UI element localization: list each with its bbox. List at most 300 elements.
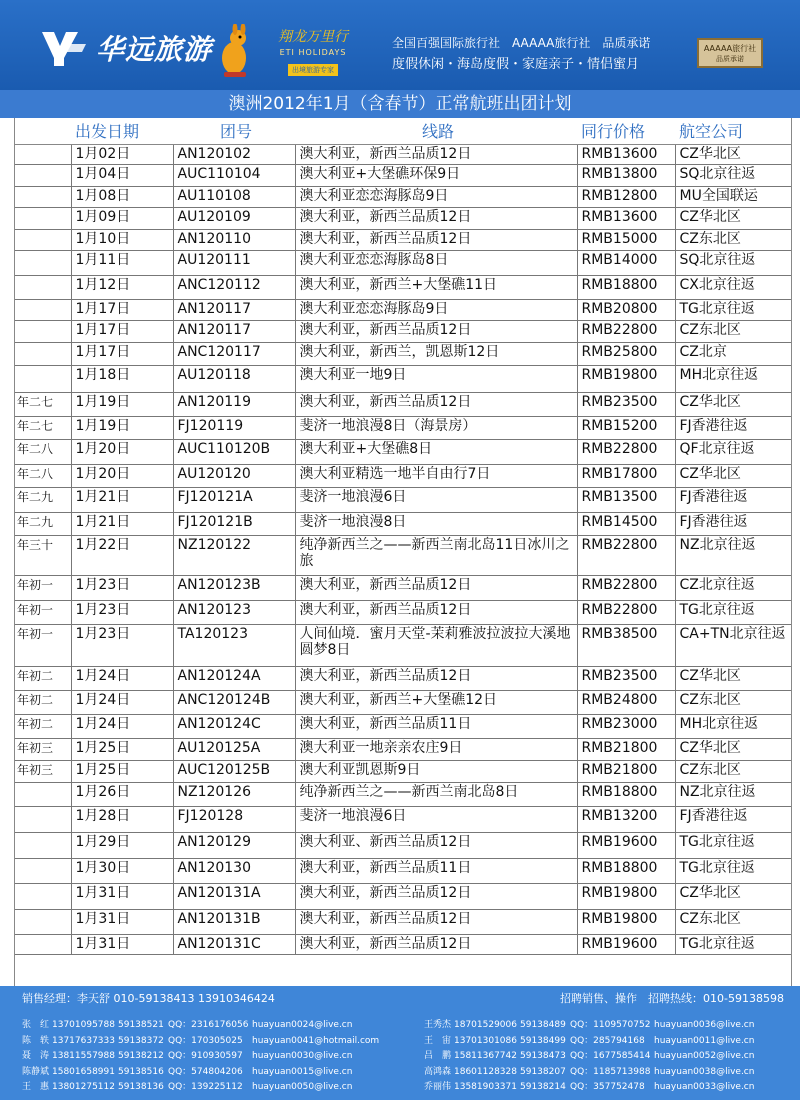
table-row xyxy=(15,714,792,738)
lunar-cell xyxy=(15,909,71,934)
lunar-cell xyxy=(15,782,71,806)
price-cell: RMB22800 xyxy=(577,600,675,624)
table-row xyxy=(15,738,792,760)
contact-email: huayuan0052@live.cn xyxy=(654,1051,755,1061)
date-cell: 1月19日 xyxy=(71,392,173,416)
airline-cell: CZ华北区 xyxy=(675,738,792,760)
price-cell: RMB25800 xyxy=(577,342,675,365)
contacts-right-list xyxy=(424,1018,754,1096)
airline-cell: CZ北京 xyxy=(675,342,792,365)
airline-cell: TG北京往返 xyxy=(675,600,792,624)
brand-name: 华远旅游 xyxy=(96,33,213,66)
code-cell: AN120130 xyxy=(173,858,295,883)
column-header-lunar xyxy=(15,118,71,144)
contact-row xyxy=(22,1065,379,1081)
date-cell: 1月21日 xyxy=(71,512,173,535)
date-cell: 1月11日 xyxy=(71,250,173,275)
code-cell: FJ120121B xyxy=(173,512,295,535)
airline-cell: CA+TN北京往返 xyxy=(675,624,792,666)
table-row xyxy=(15,439,792,464)
airline-cell: NZ北京往返 xyxy=(675,535,792,575)
contact-tel: 59138136 xyxy=(118,1082,164,1092)
code-cell: AN120110 xyxy=(173,229,295,250)
contact-name: 王 宙 xyxy=(424,1035,452,1046)
route-cell: 澳大利亚+大堡礁环保9日 xyxy=(295,164,577,186)
date-cell: 1月31日 xyxy=(71,934,173,954)
airline-cell: CZ华北区 xyxy=(675,666,792,690)
airline-cell: CZ华北区 xyxy=(675,144,792,164)
route-cell: 斐济一地浪漫6日 xyxy=(295,487,577,512)
contact-tel: 59138372 xyxy=(118,1035,164,1046)
contact-qq: QQ：285794168 xyxy=(570,1035,645,1046)
code-cell: FJ120128 xyxy=(173,806,295,832)
column-header-code: 团号 xyxy=(173,118,295,144)
date-cell: 1月24日 xyxy=(71,714,173,738)
eti-holidays-brand xyxy=(268,26,358,76)
date-cell: 1月20日 xyxy=(71,464,173,487)
date-cell: 1月04日 xyxy=(71,164,173,186)
code-cell: AN120129 xyxy=(173,832,295,858)
contact-tel: 59138521 xyxy=(118,1020,164,1030)
contact-mobile: 18701529006 xyxy=(454,1020,517,1030)
airline-cell: TG北京往返 xyxy=(675,832,792,858)
route-cell: 澳大利亚，新西兰品质12日 xyxy=(295,909,577,934)
date-cell: 1月24日 xyxy=(71,666,173,690)
table-row xyxy=(15,320,792,342)
lunar-cell: 年初二 xyxy=(15,690,71,714)
route-cell: 澳大利亚，新西兰品质12日 xyxy=(295,600,577,624)
date-cell: 1月12日 xyxy=(71,275,173,299)
table-row xyxy=(15,909,792,934)
code-cell: AN120119 xyxy=(173,392,295,416)
contact-name: 陈 轶 xyxy=(22,1035,50,1046)
lunar-cell: 年二七 xyxy=(15,392,71,416)
airline-cell: CZ华北区 xyxy=(675,392,792,416)
route-cell: 澳大利亚一地亲亲农庄9日 xyxy=(295,738,577,760)
code-cell: AN120131B xyxy=(173,909,295,934)
lunar-cell: 年二七 xyxy=(15,416,71,439)
slogan-line-1: 全国百强国际旅行社 AAAAA旅行社 品质承诺 xyxy=(392,36,651,50)
route-cell: 澳大利亚恋恋海豚岛9日 xyxy=(295,299,577,320)
airline-cell: MU全国联运 xyxy=(675,186,792,207)
code-cell: AU120109 xyxy=(173,207,295,229)
contact-row xyxy=(424,1065,754,1081)
route-cell: 澳大利亚，新西兰品质12日 xyxy=(295,934,577,954)
lunar-cell: 年二八 xyxy=(15,464,71,487)
price-cell: RMB19600 xyxy=(577,832,675,858)
table-row xyxy=(15,760,792,782)
lunar-cell xyxy=(15,250,71,275)
contact-row xyxy=(22,1080,379,1096)
price-cell: RMB19800 xyxy=(577,909,675,934)
lunar-cell xyxy=(15,320,71,342)
column-header-route: 线路 xyxy=(295,118,577,144)
contact-qq: QQ：1109570752 xyxy=(570,1020,651,1030)
lunar-cell xyxy=(15,934,71,954)
table-row xyxy=(15,666,792,690)
airline-cell: MH北京往返 xyxy=(675,365,792,392)
code-cell: AN120123B xyxy=(173,575,295,600)
price-cell: RMB22800 xyxy=(577,575,675,600)
route-cell: 澳大利亚恋恋海豚岛9日 xyxy=(295,186,577,207)
contact-mobile: 13811557988 xyxy=(52,1051,115,1061)
contact-mobile: 15801658991 xyxy=(52,1066,115,1077)
code-cell: FJ120119 xyxy=(173,416,295,439)
code-cell: NZ120122 xyxy=(173,535,295,575)
lunar-cell: 年二九 xyxy=(15,512,71,535)
route-cell: 澳大利亚，新西兰+大堡礁12日 xyxy=(295,690,577,714)
header-banner xyxy=(0,0,800,90)
table-body xyxy=(15,144,792,954)
table-row xyxy=(15,392,792,416)
badge-line-2: 品质承诺 xyxy=(716,55,744,63)
code-cell: AUC120125B xyxy=(173,760,295,782)
eti-brand-en: ETI HOLIDAYS xyxy=(279,48,347,57)
airline-cell: CZ东北区 xyxy=(675,690,792,714)
table-row xyxy=(15,782,792,806)
contact-tel: 59138207 xyxy=(520,1066,566,1077)
price-cell: RMB38500 xyxy=(577,624,675,666)
date-cell: 1月23日 xyxy=(71,624,173,666)
airline-cell: CZ东北区 xyxy=(675,909,792,934)
airline-cell: FJ香港往返 xyxy=(675,416,792,439)
date-cell: 1月18日 xyxy=(71,365,173,392)
date-cell: 1月23日 xyxy=(71,600,173,624)
column-header-price: 同行价格 xyxy=(577,118,675,144)
airline-cell: CZ东北区 xyxy=(675,320,792,342)
table-row xyxy=(15,858,792,883)
table-header xyxy=(15,118,792,144)
code-cell: AN120117 xyxy=(173,299,295,320)
contact-name: 王秀杰 xyxy=(424,1020,452,1030)
price-cell: RMB13800 xyxy=(577,164,675,186)
lunar-cell: 年初三 xyxy=(15,738,71,760)
airline-cell: FJ香港往返 xyxy=(675,512,792,535)
code-cell: ANC120124B xyxy=(173,690,295,714)
date-cell: 1月09日 xyxy=(71,207,173,229)
date-cell: 1月19日 xyxy=(71,416,173,439)
contact-tel: 59138214 xyxy=(520,1082,566,1092)
table-row xyxy=(15,275,792,299)
contact-qq: QQ：357752478 xyxy=(570,1082,645,1092)
date-cell: 1月20日 xyxy=(71,439,173,464)
lunar-cell xyxy=(15,229,71,250)
lunar-cell xyxy=(15,275,71,299)
contact-email: huayuan0024@live.cn xyxy=(252,1020,353,1030)
table-row xyxy=(15,416,792,439)
table-row xyxy=(15,186,792,207)
date-cell: 1月25日 xyxy=(71,738,173,760)
table-row xyxy=(15,512,792,535)
route-cell: 斐济一地浪漫8日 xyxy=(295,512,577,535)
price-cell: RMB18800 xyxy=(577,858,675,883)
table-row xyxy=(15,342,792,365)
date-cell: 1月17日 xyxy=(71,320,173,342)
contact-mobile: 18601128328 xyxy=(454,1066,517,1077)
contact-qq: QQ：1677585414 xyxy=(570,1051,651,1061)
airline-cell: CZ东北区 xyxy=(675,760,792,782)
code-cell: AU110108 xyxy=(173,186,295,207)
code-cell: AN120124C xyxy=(173,714,295,738)
price-cell: RMB13600 xyxy=(577,144,675,164)
table-row xyxy=(15,365,792,392)
route-cell: 澳大利亚，新西兰品质12日 xyxy=(295,320,577,342)
column-header-date: 出发日期 xyxy=(71,118,173,144)
date-cell: 1月26日 xyxy=(71,782,173,806)
route-cell: 人间仙境．蜜月天堂-茉莉雅波拉波拉大溪地圆梦8日 xyxy=(295,624,577,666)
price-cell: RMB12800 xyxy=(577,186,675,207)
table-row xyxy=(15,624,792,666)
contact-name: 高鸿森 xyxy=(424,1066,452,1077)
code-cell: AN120131C xyxy=(173,934,295,954)
hiring-info: 招聘销售、操作 招聘热线：010-59138598 xyxy=(560,992,784,1005)
price-cell: RMB13600 xyxy=(577,207,675,229)
table-row xyxy=(15,299,792,320)
contacts-left-list xyxy=(22,1018,379,1096)
airline-cell: TG北京往返 xyxy=(675,858,792,883)
contact-mobile: 13581903371 xyxy=(454,1082,517,1092)
date-cell: 1月30日 xyxy=(71,858,173,883)
contact-email: huayuan0038@live.cn xyxy=(654,1066,755,1077)
contact-row xyxy=(22,1034,379,1050)
price-cell: RMB23500 xyxy=(577,392,675,416)
contact-email: huayuan0050@live.cn xyxy=(252,1082,353,1092)
route-cell: 斐济一地浪漫8日（海景房） xyxy=(295,416,577,439)
date-cell: 1月29日 xyxy=(71,832,173,858)
price-cell: RMB23000 xyxy=(577,714,675,738)
code-cell: AU120111 xyxy=(173,250,295,275)
contact-tel: 59138212 xyxy=(118,1051,164,1061)
code-cell: AUC110104 xyxy=(173,164,295,186)
contact-mobile: 13717637333 xyxy=(52,1035,115,1046)
lunar-cell: 年初一 xyxy=(15,624,71,666)
price-cell: RMB21800 xyxy=(577,738,675,760)
date-cell: 1月21日 xyxy=(71,487,173,512)
price-cell: RMB18800 xyxy=(577,275,675,299)
route-cell: 澳大利亚凯恩斯9日 xyxy=(295,760,577,782)
slogan-line-2: 度假休闲・海岛度假・家庭亲子・情侣蜜月 xyxy=(392,57,640,72)
lunar-cell xyxy=(15,299,71,320)
route-cell: 澳大利亚，新西兰品质12日 xyxy=(295,575,577,600)
kangaroo-mascot-icon xyxy=(208,24,260,80)
table-row xyxy=(15,535,792,575)
table-row xyxy=(15,464,792,487)
route-cell: 澳大利亚+大堡礁8日 xyxy=(295,439,577,464)
price-cell: RMB17800 xyxy=(577,464,675,487)
price-cell: RMB22800 xyxy=(577,320,675,342)
page-title: 澳洲2012年1月（含春节）正常航班出团计划 xyxy=(0,90,800,118)
route-cell: 澳大利亚，新西兰，凯恩斯12日 xyxy=(295,342,577,365)
route-cell: 澳大利亚，新西兰品质12日 xyxy=(295,229,577,250)
airline-cell: FJ香港往返 xyxy=(675,487,792,512)
date-cell: 1月10日 xyxy=(71,229,173,250)
airline-cell: MH北京往返 xyxy=(675,714,792,738)
sales-manager: 销售经理：李天舒 010-59138413 13910346424 xyxy=(22,992,275,1005)
airline-cell: SQ北京往返 xyxy=(675,250,792,275)
route-cell: 澳大利亚一地9日 xyxy=(295,365,577,392)
contact-name: 吕 鹏 xyxy=(424,1051,452,1061)
contact-mobile: 13701095788 xyxy=(52,1020,115,1030)
column-header-airline: 航空公司 xyxy=(675,118,792,144)
table-row xyxy=(15,832,792,858)
contact-qq: QQ：2316176056 xyxy=(168,1020,249,1030)
code-cell: AU120118 xyxy=(173,365,295,392)
price-cell: RMB20800 xyxy=(577,299,675,320)
lunar-cell xyxy=(15,832,71,858)
price-cell: RMB13500 xyxy=(577,487,675,512)
footer-contacts xyxy=(0,986,800,1100)
airline-cell: CX北京往返 xyxy=(675,275,792,299)
eti-brand-tag: 出境旅游专家 xyxy=(288,64,338,76)
badge-line-1: AAAAA旅行社 xyxy=(703,44,757,53)
price-cell: RMB22800 xyxy=(577,439,675,464)
price-cell: RMB14000 xyxy=(577,250,675,275)
code-cell: TA120123 xyxy=(173,624,295,666)
lunar-cell xyxy=(15,365,71,392)
contact-mobile: 13701301086 xyxy=(454,1035,517,1046)
table-row xyxy=(15,690,792,714)
date-cell: 1月17日 xyxy=(71,299,173,320)
contact-qq: QQ：170305025 xyxy=(168,1035,243,1046)
schedule-table xyxy=(15,118,792,955)
airline-cell: CZ华北区 xyxy=(675,207,792,229)
airline-cell: CZ华北区 xyxy=(675,883,792,909)
price-cell: RMB13200 xyxy=(577,806,675,832)
code-cell: FJ120121A xyxy=(173,487,295,512)
contact-name: 陈静斌 xyxy=(22,1066,50,1077)
route-cell: 澳大利亚，新西兰品质12日 xyxy=(295,392,577,416)
table-row xyxy=(15,487,792,512)
contact-row xyxy=(424,1034,754,1050)
contact-row xyxy=(424,1049,754,1065)
route-cell: 澳大利亚，新西兰+大堡礁11日 xyxy=(295,275,577,299)
airline-cell: TG北京往返 xyxy=(675,299,792,320)
code-cell: AN120131A xyxy=(173,883,295,909)
aaaaa-badge xyxy=(697,38,763,68)
contact-name: 聂 涛 xyxy=(22,1051,50,1061)
lunar-cell xyxy=(15,186,71,207)
table-row xyxy=(15,883,792,909)
lunar-cell: 年初一 xyxy=(15,575,71,600)
route-cell: 澳大利亚，新西兰品质12日 xyxy=(295,883,577,909)
route-cell: 斐济一地浪漫6日 xyxy=(295,806,577,832)
airline-cell: TG北京往返 xyxy=(675,934,792,954)
code-cell: AN120124A xyxy=(173,666,295,690)
route-cell: 纯净新西兰之——新西兰南北岛8日 xyxy=(295,782,577,806)
contact-qq: QQ：910930597 xyxy=(168,1051,243,1061)
date-cell: 1月17日 xyxy=(71,342,173,365)
route-cell: 澳大利亚，新西兰品质12日 xyxy=(295,144,577,164)
price-cell: RMB15200 xyxy=(577,416,675,439)
table-row xyxy=(15,806,792,832)
eti-brand-cn: 翔龙万里行 xyxy=(278,29,348,45)
contact-qq: QQ：1185713988 xyxy=(570,1066,651,1077)
code-cell: AN120123 xyxy=(173,600,295,624)
route-cell: 澳大利亚精选一地半自由行7日 xyxy=(295,464,577,487)
route-cell: 澳大利亚，新西兰品质12日 xyxy=(295,207,577,229)
contact-email: huayuan0033@live.cn xyxy=(654,1082,755,1092)
lunar-cell: 年初二 xyxy=(15,666,71,690)
table-row xyxy=(15,207,792,229)
lunar-cell xyxy=(15,207,71,229)
date-cell: 1月08日 xyxy=(71,186,173,207)
route-cell: 纯净新西兰之——新西兰南北岛11日冰川之旅 xyxy=(295,535,577,575)
price-cell: RMB14500 xyxy=(577,512,675,535)
lunar-cell: 年初二 xyxy=(15,714,71,738)
contact-qq: QQ：574804206 xyxy=(168,1066,243,1077)
contact-email: huayuan0041@hotmail.com xyxy=(252,1035,380,1046)
schedule-table-container xyxy=(14,118,792,986)
table-row xyxy=(15,144,792,164)
route-cell: 澳大利亚、新西兰品质12日 xyxy=(295,832,577,858)
route-cell: 澳大利亚，新西兰品质11日 xyxy=(295,714,577,738)
contact-tel: 59138489 xyxy=(520,1020,566,1030)
lunar-cell xyxy=(15,858,71,883)
route-cell: 澳大利亚恋恋海豚岛8日 xyxy=(295,250,577,275)
price-cell: RMB21800 xyxy=(577,760,675,782)
price-cell: RMB23500 xyxy=(577,666,675,690)
contact-name: 张 红 xyxy=(22,1020,50,1030)
contact-mobile: 15811367742 xyxy=(454,1051,517,1061)
price-cell: RMB19800 xyxy=(577,883,675,909)
route-cell: 澳大利亚，新西兰品质12日 xyxy=(295,666,577,690)
table-row xyxy=(15,575,792,600)
price-cell: RMB19600 xyxy=(577,934,675,954)
price-cell: RMB19800 xyxy=(577,365,675,392)
lunar-cell xyxy=(15,164,71,186)
contact-email: huayuan0036@live.cn xyxy=(654,1020,755,1030)
price-cell: RMB22800 xyxy=(577,535,675,575)
code-cell: AN120102 xyxy=(173,144,295,164)
contact-tel: 59138516 xyxy=(118,1066,164,1077)
contact-email: huayuan0011@live.cn xyxy=(654,1035,755,1046)
contact-tel: 59138499 xyxy=(520,1035,566,1046)
lunar-cell: 年二八 xyxy=(15,439,71,464)
code-cell: ANC120117 xyxy=(173,342,295,365)
date-cell: 1月31日 xyxy=(71,909,173,934)
airline-cell: CZ东北区 xyxy=(675,229,792,250)
date-cell: 1月25日 xyxy=(71,760,173,782)
contact-row xyxy=(22,1049,379,1065)
date-cell: 1月22日 xyxy=(71,535,173,575)
date-cell: 1月28日 xyxy=(71,806,173,832)
code-cell: AU120120 xyxy=(173,464,295,487)
table-row xyxy=(15,229,792,250)
contact-tel: 59138473 xyxy=(520,1051,566,1061)
date-cell: 1月24日 xyxy=(71,690,173,714)
code-cell: ANC120112 xyxy=(173,275,295,299)
huayuan-logo-icon xyxy=(38,26,90,70)
code-cell: AUC110120B xyxy=(173,439,295,464)
lunar-cell: 年三十 xyxy=(15,535,71,575)
table-row xyxy=(15,600,792,624)
table-row xyxy=(15,934,792,954)
lunar-cell xyxy=(15,342,71,365)
lunar-cell: 年初一 xyxy=(15,600,71,624)
code-cell: AN120117 xyxy=(173,320,295,342)
contact-email: huayuan0015@live.cn xyxy=(252,1066,353,1077)
airline-cell: QF北京往返 xyxy=(675,439,792,464)
route-cell: 澳大利亚，新西兰品质11日 xyxy=(295,858,577,883)
table-row xyxy=(15,250,792,275)
contact-name: 王 惠 xyxy=(22,1082,50,1092)
contact-row xyxy=(424,1018,754,1034)
contact-name: 乔丽伟 xyxy=(424,1082,452,1092)
contact-mobile: 13801275112 xyxy=(52,1082,115,1092)
airline-cell: CZ华北区 xyxy=(675,464,792,487)
lunar-cell xyxy=(15,883,71,909)
date-cell: 1月31日 xyxy=(71,883,173,909)
